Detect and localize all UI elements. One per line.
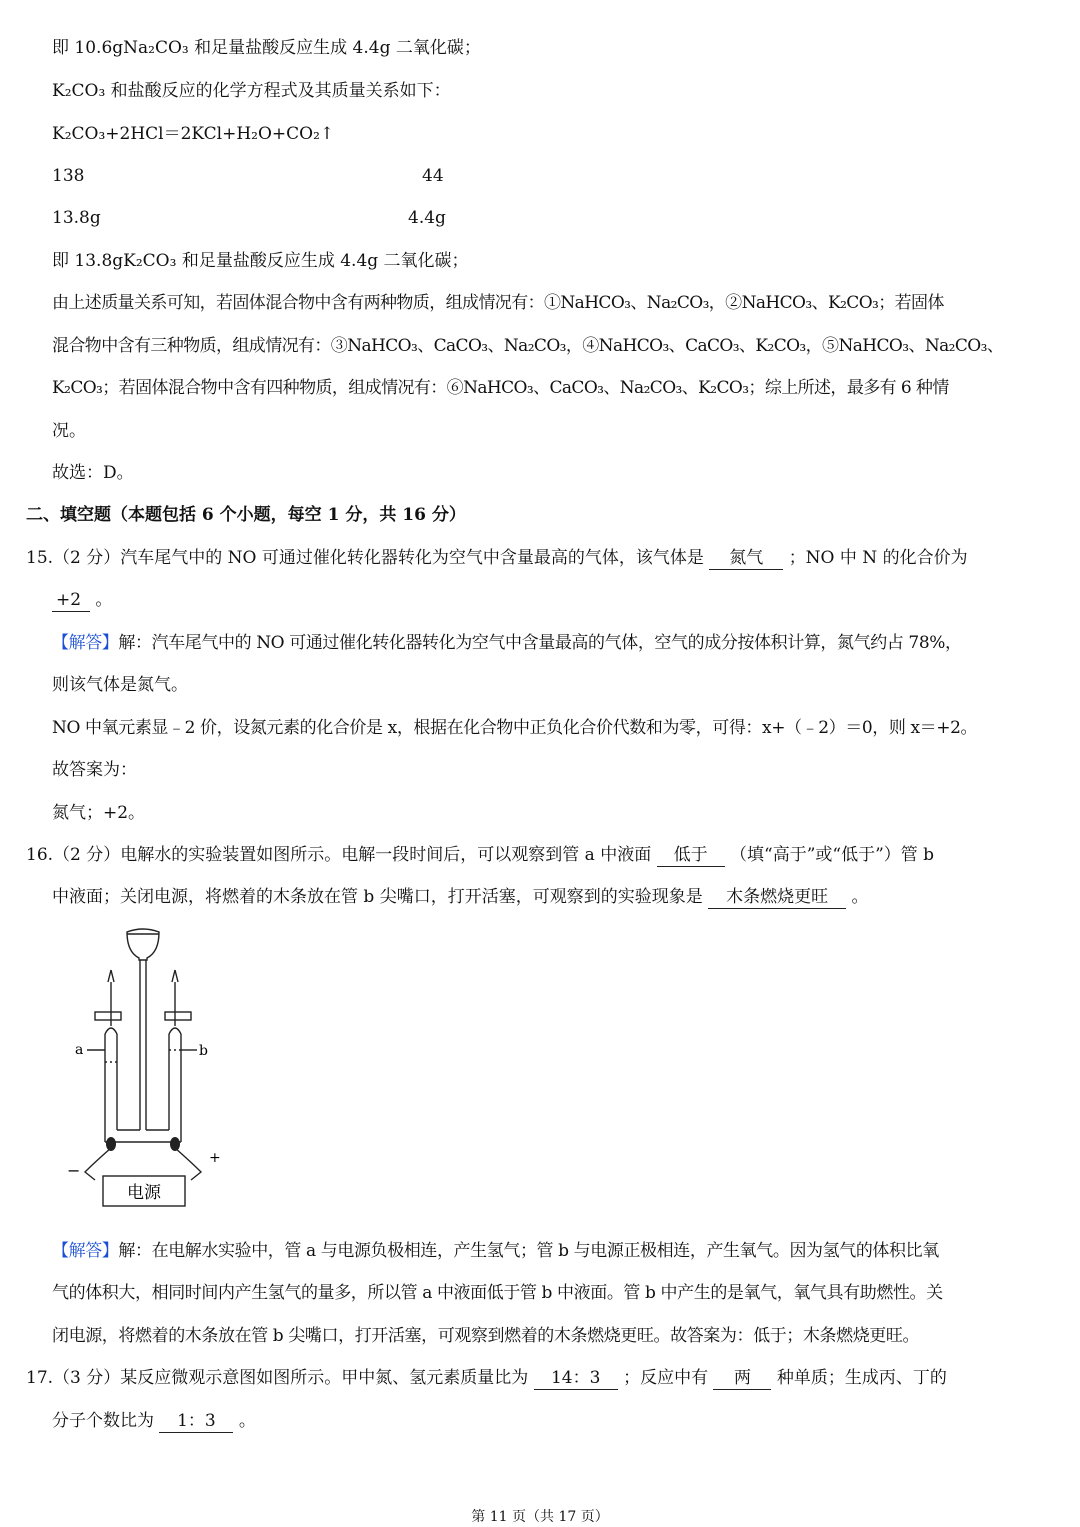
stem-text: 种单质；生成丙、丁的	[776, 1368, 947, 1388]
answer-blank: 木条燃烧更旺	[708, 886, 846, 909]
negative-terminal-label: −	[67, 1161, 81, 1180]
answer-text: 解：在电解水实验中，管 a 与电源负极相连，产生氢气；管 b 与电源正极相连，产生氧气。因为氢气的体积比氧	[118, 1241, 939, 1261]
answer-text: 解：汽车尾气中的 NO 可通过催化转化器转化为空气中含量最高的气体，空气的成分按体积计算，氮气约占 78%，	[118, 633, 962, 653]
answer-line: 气的体积大，相同时间内产生氢气的量多，所以管 a 中液面低于管 b 中液面。管 b 中产生的是氧气，氧气具有助燃性。关	[52, 1283, 943, 1303]
answer-blank: 两	[713, 1367, 771, 1390]
stem-text: （填“高于”或“低于”）管 b	[730, 845, 935, 865]
tube-label-a: a	[75, 1042, 84, 1058]
text-line: 况。	[52, 421, 86, 441]
stem-text: 17.（3 分）某反应微观示意图如图所示。甲中氮、氢元素质量比为	[26, 1368, 529, 1388]
text-line: K₂CO₃；若固体混合物中含有四种物质，组成情况有：⑥NaHCO₃、CaCO₃、Na₂CO₃、K₂CO₃；综上所述，最多有 6 种情	[52, 378, 949, 398]
power-supply-label: 电源	[127, 1183, 161, 1203]
text-line: 即 10.6gNa₂CO₃ 和足量盐酸反应生成 4.4g 二氧化碳；	[52, 38, 481, 58]
text-line: 混合物中含有三种物质，组成情况有：③NaHCO₃、CaCO₃、Na₂CO₃，④NaHCO₃、CaCO₃、K₂CO₃，⑤NaHCO₃、Na₂CO₃、	[52, 336, 1004, 356]
mass-value: 138	[52, 166, 85, 186]
answer-line: 故答案为：	[52, 760, 137, 780]
mass-value: 4.4g	[408, 208, 446, 228]
stem-text: 15.（2 分）汽车尾气中的 NO 可通过催化转化器转化为空气中含量最高的气体，该气体是	[26, 548, 704, 568]
stem-text: 中液面；关闭电源，将燃着的木条放在管 b 尖嘴口，打开活塞，可观察到的实验现象是	[52, 887, 703, 907]
stem-text: 16.（2 分）电解水的实验装置如图所示。电解一段时间后，可以观察到管 a 中液面	[26, 845, 652, 865]
mass-value: 13.8g	[52, 208, 101, 228]
question-17-stem-cont	[52, 1410, 256, 1433]
positive-terminal-label: +	[209, 1150, 221, 1166]
text-line: 即 13.8gK₂CO₃ 和足量盐酸反应生成 4.4g 二氧化碳；	[52, 251, 469, 271]
answer-line	[52, 632, 962, 654]
question-15-stem	[26, 547, 968, 570]
answer-tag: 【解答】	[52, 633, 119, 653]
answer-tag: 【解答】	[52, 1241, 119, 1261]
stem-text: 。	[238, 1411, 256, 1431]
tube-label-b: b	[199, 1043, 208, 1059]
answer-blank: +2	[52, 589, 90, 612]
answer-blank: 氮气	[709, 547, 783, 570]
stem-text: ；NO 中 N 的化合价为	[788, 548, 968, 568]
electrolysis-apparatus-diagram	[55, 922, 245, 1222]
text-line: K₂CO₃ 和盐酸反应的化学方程式及其质量关系如下：	[52, 81, 451, 101]
text-line: 故选：D。	[52, 463, 134, 483]
question-15-stem-cont	[52, 589, 112, 612]
question-16-stem-cont	[52, 886, 869, 909]
answer-line: NO 中氧元素显﹣2 价，设氮元素的化合价是 x，根据在化合物中正负化合价代数和为零，可得：x+（﹣2）＝0，则 x＝+2。	[52, 718, 978, 738]
answer-blank: 低于	[657, 844, 725, 867]
question-17-stem	[26, 1367, 947, 1390]
mass-value: 44	[422, 166, 444, 186]
stem-text: 。	[95, 590, 113, 610]
answer-blank: 1：3	[159, 1410, 233, 1433]
question-16-stem	[26, 844, 934, 867]
page-footer: 第 11 页（共 17 页）	[471, 1509, 609, 1525]
answer-line: 则该气体是氮气。	[52, 675, 188, 695]
answer-blank: 14：3	[534, 1367, 618, 1390]
stem-text: 。	[851, 887, 869, 907]
section-title: 二、填空题（本题包括 6 个小题，每空 1 分，共 16 分）	[26, 505, 466, 525]
answer-line	[52, 1240, 939, 1262]
text-line: 由上述质量关系可知，若固体混合物中含有两种物质，组成情况有：①NaHCO₃、Na₂CO₃，②NaHCO₃、K₂CO₃；若固体	[52, 293, 944, 313]
stem-text: ；反应中有	[623, 1368, 709, 1388]
equation-line: K₂CO₃+2HCl＝2KCl+H₂O+CO₂↑	[52, 124, 335, 144]
answer-line: 氮气；+2。	[52, 803, 146, 823]
answer-line: 闭电源，将燃着的木条放在管 b 尖嘴口，打开活塞，可观察到燃着的木条燃烧更旺。故答案为：低于；木条燃烧更旺。	[52, 1326, 920, 1346]
stem-text: 分子个数比为	[52, 1411, 154, 1431]
